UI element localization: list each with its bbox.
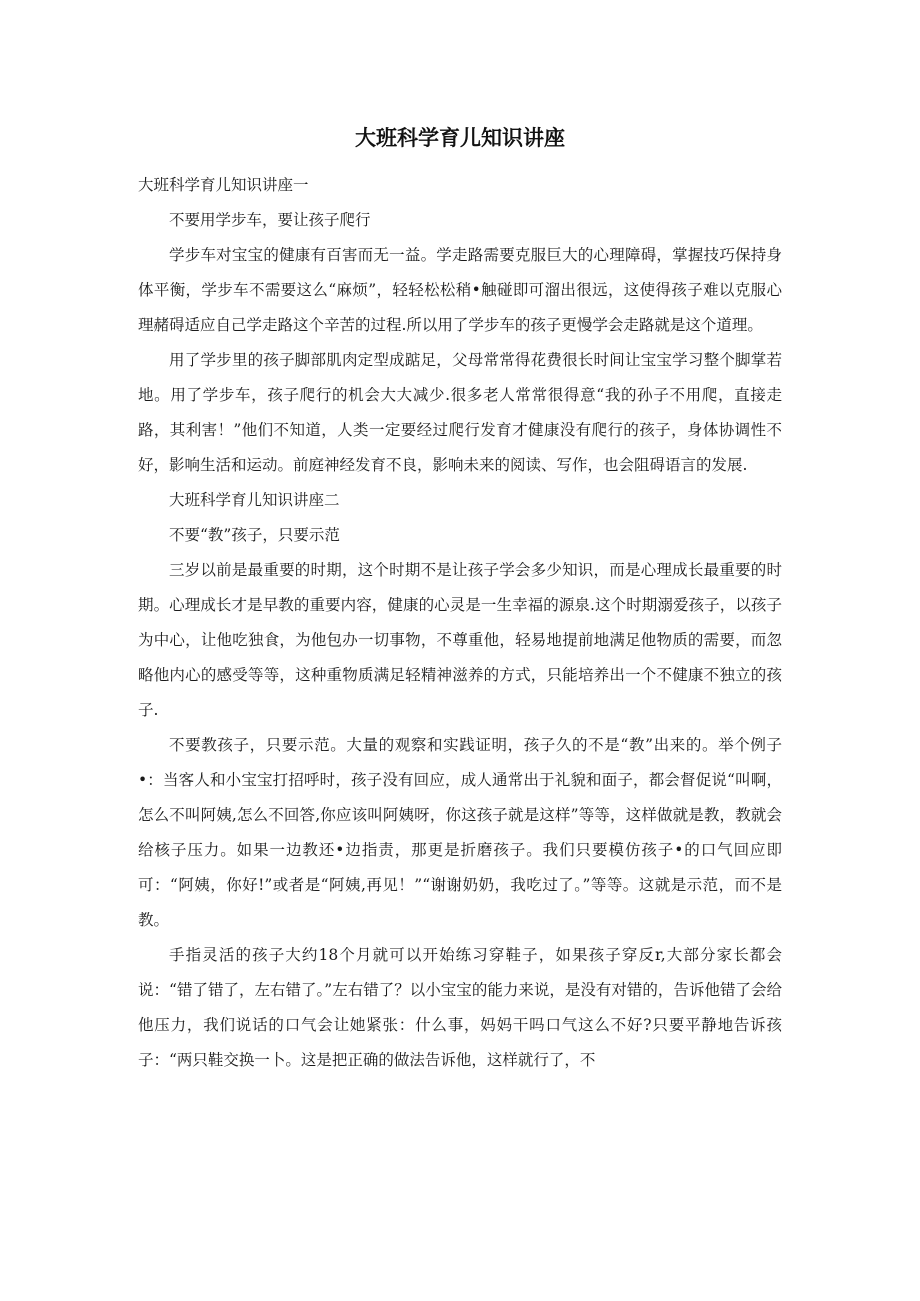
section-2-paragraph-2: 不要教孩子，只要示范。大量的观察和实践证明，孩子久的不是“教”出来的。举个例子•：当客人和小宝宝打招呼时，孩子没有回应，成人通常出于礼貌和面子，都会督促说“叫啊，怎么不叫阿姨,怎么不回答,你应该叫阿姨呀，你这孩子就是这样”等等，这样做就是教，教就会给核子压力。如果一边教还•边指责，那更是折磨孩子。我们只要模仿孩子•的口气回应即可：“阿姨，你好!”或者是“阿姨,再见！”“谢谢奶奶，我吃过了。”等等。这就是示范，而不是教。 — [138, 736, 782, 929]
section-2-paragraph-3: 手指灵活的孩子大约18个月就可以开始练习穿鞋子，如果孩子穿反r,大部分家长都会说：“错了错了，左右错了。”左右错了？以小宝宝的能力来说，是没有对错的，告诉他错了会给他压力，我们说话的口气会让她紧张：什么事，妈妈干吗口气这么不好?只要平静地告诉孩子：“两只鞋交换一卜。这是把正确的做法告诉他，这样就行了，不 — [138, 946, 782, 1069]
section-1-paragraph-1: 学步车对宝宝的健康有百害而无一益。学走路需要克服巨大的心理障碍，掌握技巧保持身体平衡，学步车不需要这么“麻烦”，轻轻松松稍•触碰即可溜出很远，这使得孩子难以克服心理赭碍适应自己学走路这个辛苦的过程.所以用了学步车的孩子更慢学会走路就是这个道理。 — [138, 246, 782, 334]
section-2-heading: 大班科学育儿知识讲座二 — [169, 491, 340, 509]
section-2-paragraph-1: 三岁以前是最重要的时期，这个时期不是让孩子学会多少知识，而是心理成长最重要的时期。心理成长才是早教的重要内容，健康的心灵是一生幸福的源泉.这个时期溺爱孩子，以孩子为中心，让他吃独食，为他包办一切事物，不尊重他，轻易地提前地满足他物质的需要，而忽略他内心的感受等等，这种重物质满足轻精神滋养的方式，只能培养出一个不健康不独立的孩子. — [138, 561, 782, 719]
document-body — [138, 168, 782, 1078]
section-1-heading: 大班科学育儿知识讲座一 — [138, 176, 309, 194]
section-1-paragraph-2: 用了学步里的孩子脚部肌肉定型成踮足，父母常常得花费很长时间让宝宝学习整个脚掌若地。用了学步车，孩子爬行的机会大大减少.很多老人常常很得意“我的孙子不用爬，直接走路，其利害！”他们不知道，人类一定要经过爬行发育才健康没有爬行的孩子，身体协调性不好，影响生活和运动。前庭神经发育不良，影响未来的阅读、写作，也会阻碍语言的发展. — [138, 351, 782, 474]
section-1-subheading: 不要用学步车，要让孩子爬行 — [169, 211, 371, 229]
section-2-subheading: 不要“教”孩子，只要示范 — [169, 526, 340, 544]
document-title: 大班科学育儿知识讲座 — [355, 126, 565, 150]
